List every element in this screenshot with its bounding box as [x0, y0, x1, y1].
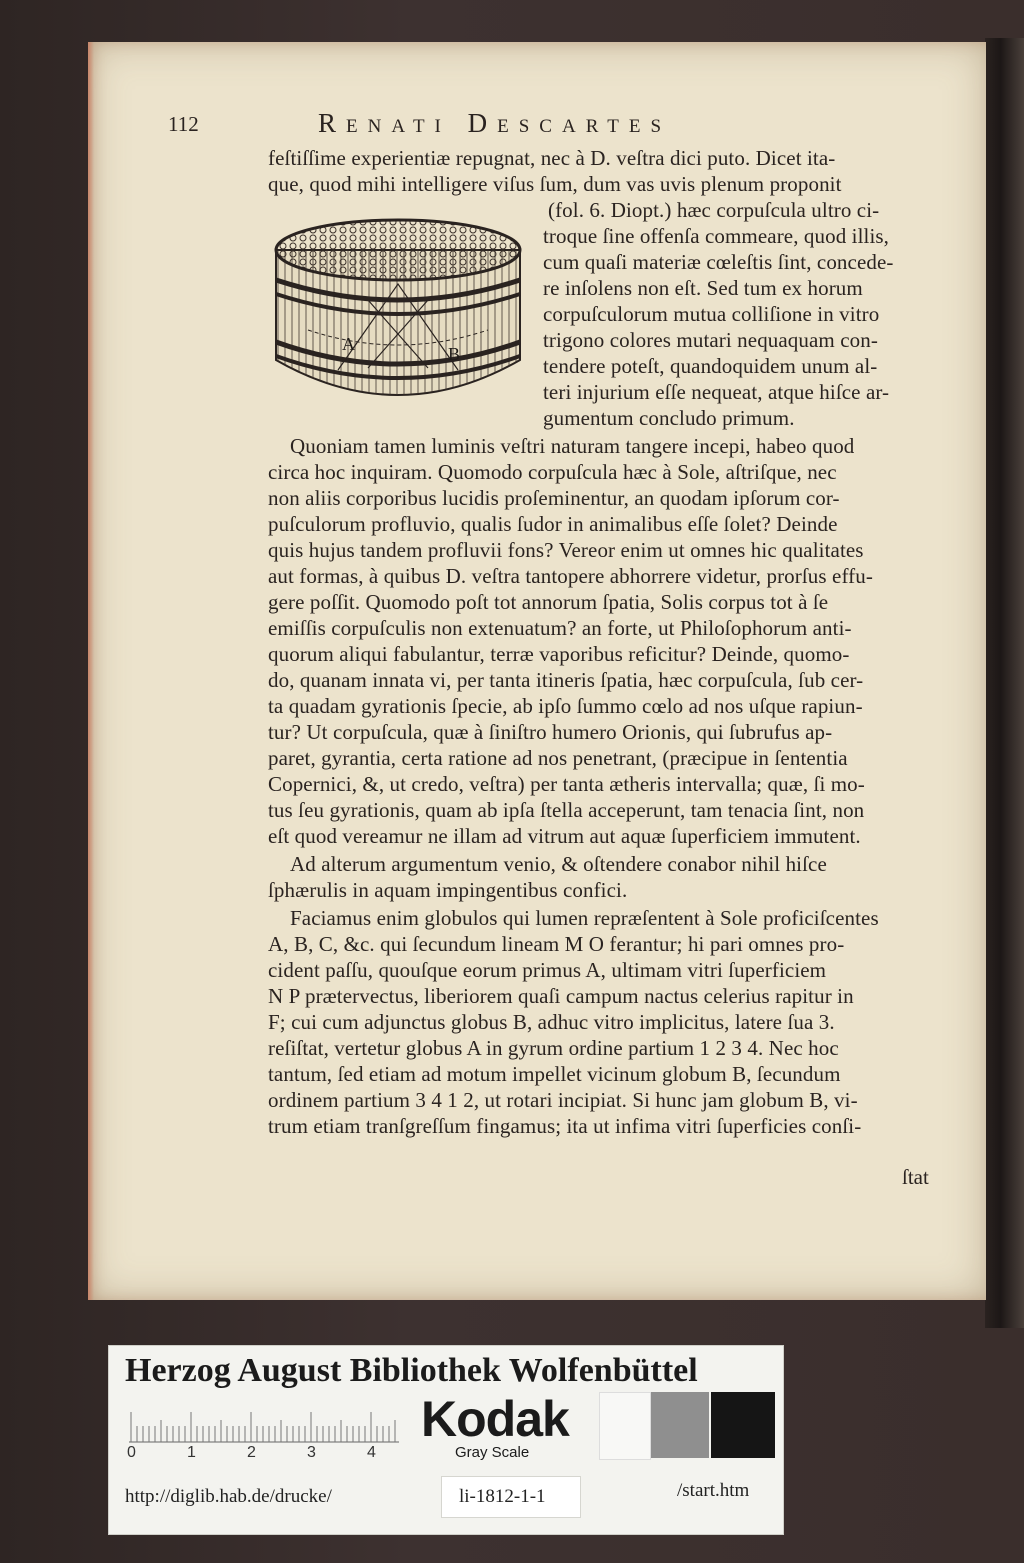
text-line: gere poſſit. Quomodo poſt tot annorum ſpatia, Solis corpus tot à ſe [268, 590, 829, 614]
ruler-number: 0 [127, 1444, 136, 1461]
gray-swatch-mid [651, 1392, 709, 1458]
running-title: Renati Descartes [318, 108, 672, 138]
text-line: emiſſis corpuſculis non extenuatum? an forte, ut Philoſophorum anti- [268, 616, 852, 640]
text-line: troque ſine offenſa commeare, quod illis, [543, 224, 890, 248]
ruler-number: 3 [307, 1444, 316, 1461]
text-line: quorum aliqui fabulantur, terræ vaporibus reficitur? Deinde, quomo- [268, 642, 850, 666]
url-suffix: /start.htm [677, 1480, 750, 1501]
ruler-number: 4 [367, 1444, 376, 1461]
text-line: feſtiſſime experientiæ repugnat, nec à D. veſtra dici puto. Dicet ita- [268, 146, 836, 170]
text-line: do, quanam innata vi, per tanta itineris ſpatia, hæc corpuſcula, ſub cer- [268, 668, 864, 692]
text-line: ordinem partium 3 4 1 2, ut rotari incipiat. Si hunc jam globum B, vi- [268, 1088, 858, 1112]
text-line: cident paſſu, quouſque eorum primus A, ultimam vitri ſuperficiem [268, 958, 827, 982]
text-line: Ad alterum argumentum venio, & oſtendere conabor nihil hiſce [290, 852, 827, 876]
gray-swatch-black [711, 1392, 775, 1458]
text-line: trigono colores mutari nequaquam con- [543, 328, 878, 352]
text-line: Faciamus enim globulos qui lumen repræſentent à Sole proficiſcentes [290, 906, 879, 930]
text-line: eſt quod vereamur ne illam ad vitrum aut aquæ ſuperficiem immutent. [268, 824, 861, 848]
text-line: ta quadam gyrationis ſpecie, ab ipſo ſummo cœlo ad nos uſque rapiun- [268, 694, 863, 718]
text-line: N P prætervectus, liberiorem quaſi campum nactus celerius rapitur in [268, 984, 854, 1008]
page-number: 112 [168, 112, 199, 136]
library-name: Herzog August Bibliothek Wolfenbüttel [125, 1352, 698, 1389]
text-line: tus ſeu gyrationis, quam ab ipſa ſtella acceperunt, tam tenacia ſint, non [268, 798, 865, 822]
grape-vat-illustration [268, 210, 528, 420]
text-line: puſculorum profluvio, qualis ſudor in animalibus eſſe ſolet? Deinde [268, 512, 838, 536]
text-line: que, quod mihi intelligere viſus ſum, dum vas uvis plenum proponit [268, 172, 842, 196]
shelfmark-id: li-1812-1-1 [459, 1486, 546, 1507]
text-line: Copernici, &, ut credo, veſtra) per tanta ætheris intervalla; quæ, ſi mo- [268, 772, 865, 796]
text-line: tur? Ut corpuſcula, quæ à ſiniſtro humero Orionis, qui ſubrufus ap- [268, 720, 833, 744]
figure-label-b: B [448, 344, 461, 364]
text-line: corpuſculorum mutua colliſione in vitro [543, 302, 880, 326]
text-line: tantum, ſed etiam ad motum impellet vicinum globum B, ſecundum [268, 1062, 841, 1086]
ruler-number: 2 [247, 1444, 256, 1461]
running-head [168, 108, 828, 140]
adjacent-page-edge [985, 38, 1024, 1328]
measurement-ruler [129, 1404, 409, 1444]
text-line: gumentum concludo primum. [543, 406, 795, 430]
text-line: reſiſtat, vertetur globus A in gyrum ordine partium 1 2 3 4. Nec hoc [268, 1036, 839, 1060]
figure-label-a: A [342, 334, 355, 354]
text-line: A, B, C, &c. qui ſecundum lineam M O ferantur; hi pari omnes pro- [268, 932, 845, 956]
text-line: (fol. 6. Diopt.) hæc corpuſcula ultro ci- [548, 198, 880, 222]
text-line: cum quaſi materiæ cœleſtis ſint, concede- [543, 250, 894, 274]
text-line: ſphærulis in aquam impingentibus confici. [268, 878, 628, 902]
catchword: ſtat [902, 1165, 929, 1189]
url-base: http://diglib.hab.de/drucke/ [125, 1486, 332, 1507]
text-line: Quoniam tamen luminis veſtri naturam tangere incepi, habeo quod [290, 434, 855, 458]
gray-scale-label: Gray Scale [455, 1444, 530, 1461]
color-target-card [108, 1345, 784, 1535]
text-line: circa hoc inquiram. Quomodo corpuſcula hæc à Sole, aſtriſque, nec [268, 460, 837, 484]
ruler-number: 1 [187, 1444, 196, 1461]
text-line: non aliis corporibus lucidis proſeminentur, an quodam ipſorum cor- [268, 486, 840, 510]
page-edge-shadow [88, 42, 94, 1300]
text-line: tendere poteſt, quandoquidem unum al- [543, 354, 878, 378]
text-line: teri injurium eſſe nequeat, atque hiſce ar- [543, 380, 890, 404]
gray-swatch-white [599, 1392, 651, 1460]
text-line: re inſolens non eſt. Sed tum ex horum [543, 276, 863, 300]
text-line: aut formas, à quibus D. veſtra tantopere abhorrere videtur, prorſus effu- [268, 564, 873, 588]
text-line: paret, gyrantia, certa ratione ad nos penetrant, (præcipue in ſententia [268, 746, 848, 770]
text-line: trum etiam tranſgreſſum fingamus; ita ut infima vitri ſuperficies conſi- [268, 1114, 862, 1138]
kodak-logo: Kodak [421, 1391, 569, 1447]
text-line: F; cui cum adjunctus globus B, adhuc vitro implicitus, latere ſua 3. [268, 1010, 835, 1034]
text-line: quis hujus tandem profluvii fons? Vereor enim ut omnes hic qualitates [268, 538, 864, 562]
